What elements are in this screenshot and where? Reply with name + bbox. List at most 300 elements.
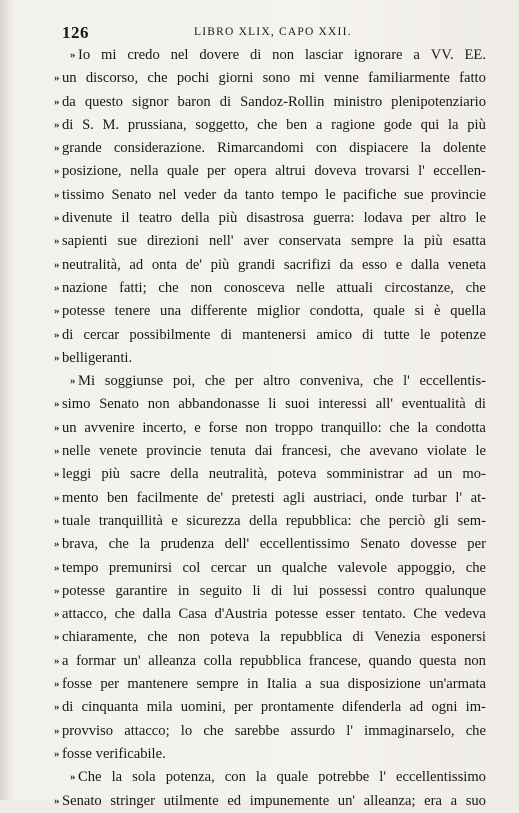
word: appoggio, — [397, 559, 456, 576]
word: ed — [227, 792, 242, 809]
word: l' — [346, 722, 353, 739]
word: condotta, — [309, 303, 364, 320]
word: tissimo — [62, 186, 105, 203]
word: venne — [323, 70, 359, 87]
word: di — [220, 326, 232, 343]
quote-mark: » — [54, 165, 60, 178]
word: esser — [325, 606, 355, 623]
word: un — [437, 466, 453, 483]
word: uomini, — [180, 699, 226, 716]
word: posizione, — [62, 163, 122, 180]
word: dalla — [410, 256, 440, 273]
text-line — [54, 137, 486, 160]
text-line — [54, 533, 486, 556]
quote-mark: » — [54, 747, 60, 760]
quote-mark: » — [54, 608, 60, 621]
word: soggiunse — [104, 373, 164, 390]
word: immaginarselo, — [364, 722, 455, 739]
quote-mark: » — [70, 375, 76, 388]
word: col — [182, 559, 201, 576]
word: sapienti — [62, 233, 108, 250]
quote-mark: » — [54, 258, 60, 271]
text-line — [54, 696, 486, 719]
word: repubblica — [280, 629, 343, 646]
word: mi — [101, 47, 117, 63]
word: condotta — [435, 419, 486, 436]
word: non — [272, 47, 295, 63]
word: gli — [433, 512, 450, 529]
word: turbar — [412, 489, 447, 506]
word: ben — [286, 116, 308, 133]
word: troppo — [274, 419, 314, 436]
quote-mark: » — [54, 491, 60, 504]
word: una — [160, 303, 182, 320]
word: non — [464, 652, 486, 669]
word: altro — [263, 373, 291, 390]
word: violate — [426, 443, 467, 460]
word: doveva — [314, 163, 357, 180]
word: sarebbe — [234, 722, 280, 739]
word: di — [271, 582, 283, 599]
word: per — [100, 676, 119, 693]
word: che — [373, 373, 394, 390]
word: premunirsi — [108, 559, 173, 576]
word: guerra: — [313, 210, 355, 227]
quote-mark: » — [54, 724, 60, 737]
word: giorni — [218, 70, 254, 87]
word: potenza, — [165, 769, 215, 786]
quote-mark: » — [54, 561, 60, 574]
word: cinquanta — [81, 699, 139, 716]
word: trovarsi — [365, 163, 410, 180]
word: della — [181, 210, 210, 227]
word: poteva — [210, 629, 250, 646]
word: forse — [208, 419, 238, 436]
word: alleanza — [148, 652, 197, 669]
text-line — [62, 44, 486, 67]
word: qui — [420, 116, 440, 133]
word: soggetto, — [195, 116, 249, 133]
word: attacco, — [62, 606, 107, 623]
word: che — [158, 279, 179, 296]
word: suo — [465, 792, 486, 809]
word: altro — [439, 210, 467, 227]
word: possibilmente — [129, 326, 211, 343]
word: in — [247, 676, 259, 693]
word: a — [305, 676, 312, 693]
word: più — [467, 116, 486, 133]
word: repubblica: — [285, 512, 352, 529]
word: di — [62, 699, 74, 716]
word: nel — [170, 47, 189, 63]
quote-mark: » — [54, 654, 60, 667]
word: miglior — [256, 303, 300, 320]
word: lasciar — [304, 47, 344, 63]
quote-mark: » — [54, 328, 60, 341]
word: utilmente — [163, 792, 219, 809]
word: alleanza; — [363, 792, 416, 809]
word: di — [62, 326, 74, 343]
word: mi — [299, 70, 315, 87]
word: a — [450, 792, 458, 809]
word: seguito — [199, 582, 242, 599]
word: mantenere — [127, 676, 189, 693]
quote-mark: » — [54, 678, 60, 691]
word: potesse — [62, 582, 105, 599]
word: somministrar — [326, 466, 404, 483]
word: pacifiche — [343, 186, 397, 203]
word: le — [475, 443, 486, 460]
text-line — [54, 300, 486, 323]
word: amico — [316, 326, 352, 343]
word: M. — [102, 116, 120, 133]
word: valevole — [337, 559, 387, 576]
quote-mark: » — [54, 468, 60, 481]
word: Che — [413, 606, 437, 623]
word: Che — [78, 769, 102, 786]
word: l' — [455, 489, 463, 506]
text-line — [54, 580, 486, 603]
word: di — [362, 326, 374, 343]
word: fatto — [459, 70, 486, 87]
word: onde — [375, 489, 404, 506]
text-line — [54, 114, 486, 137]
quote-mark: » — [54, 142, 60, 155]
text-line — [54, 743, 486, 766]
word: la — [259, 629, 271, 646]
word: ignorare — [353, 47, 403, 63]
word: de' — [206, 489, 224, 506]
word: sacrifizi — [283, 256, 331, 273]
quote-mark: » — [54, 305, 60, 318]
word: brava, — [62, 536, 99, 553]
word: dai — [254, 443, 273, 460]
word: S. — [82, 116, 94, 133]
word: incerto, — [142, 419, 187, 436]
text-line — [54, 347, 486, 370]
word: poi, — [172, 373, 196, 390]
word: dovesse — [410, 536, 457, 553]
word: neutralità, — [62, 256, 121, 273]
word: discorso, — [85, 70, 139, 87]
word: nella — [130, 163, 159, 180]
text-line — [54, 510, 486, 533]
word: potesse — [275, 606, 318, 623]
word: qualunque — [425, 582, 486, 599]
quote-mark: » — [70, 771, 76, 784]
word: pretesti — [231, 489, 275, 506]
text-line — [54, 277, 486, 300]
word: pochi — [176, 70, 210, 87]
quote-mark: » — [54, 584, 60, 597]
word: gode — [383, 116, 412, 133]
word: circostanze, — [384, 279, 454, 296]
word: chiaramente, — [62, 629, 137, 646]
quote-mark: » — [54, 701, 60, 714]
word: non — [178, 629, 200, 646]
word: signor — [131, 93, 169, 110]
word: fosse — [62, 676, 92, 693]
word: credo — [127, 47, 160, 63]
word: l' — [418, 163, 425, 180]
word: li — [268, 396, 277, 413]
text-line — [54, 440, 486, 463]
text-line — [54, 184, 486, 207]
word: vedeva — [444, 606, 486, 623]
word: tuale — [62, 512, 91, 529]
word: mo- — [462, 466, 486, 483]
word: attuali — [336, 279, 373, 296]
word: di — [219, 93, 232, 110]
word: la — [420, 140, 431, 157]
word: più — [101, 466, 120, 483]
word: ad — [413, 466, 428, 483]
word: il — [121, 210, 130, 227]
word: nel — [158, 186, 177, 203]
word: ragione — [331, 116, 375, 133]
word: un — [62, 419, 77, 436]
word: provviso — [62, 722, 114, 739]
text-line — [54, 207, 486, 230]
word: difenderla — [342, 699, 402, 716]
word: per — [234, 373, 254, 390]
text-line — [54, 557, 486, 580]
word: lo — [180, 722, 193, 739]
word: Senato — [360, 536, 400, 553]
word: Sandoz-Rollin — [240, 93, 325, 110]
quote-mark: » — [54, 538, 60, 551]
quote-mark: » — [54, 514, 60, 527]
word: sacre — [130, 466, 161, 483]
word: ministro — [333, 93, 383, 110]
word: conservata — [278, 233, 342, 250]
word: la — [403, 233, 414, 250]
word: potenze — [440, 326, 486, 343]
text-line — [54, 160, 486, 183]
word: abbandonasse — [178, 396, 260, 413]
word: che — [204, 373, 226, 390]
line-text: fosse verificabile. — [62, 745, 166, 762]
word: tranquillità — [98, 512, 163, 529]
text-line — [62, 370, 486, 393]
word: sola — [132, 769, 156, 786]
quote-mark: » — [54, 421, 60, 434]
word: di — [62, 116, 74, 133]
text-line — [54, 254, 486, 277]
word: cercar — [83, 326, 120, 343]
word: questa — [419, 652, 457, 669]
word: neutralità, — [208, 466, 268, 483]
word: all' — [375, 396, 393, 413]
word: più — [218, 210, 238, 227]
word: quella — [450, 303, 486, 320]
word: di — [474, 396, 486, 413]
word: più — [210, 256, 230, 273]
quote-mark: » — [54, 188, 60, 201]
word: tutte — [383, 326, 410, 343]
word: esso — [361, 256, 388, 273]
word: provincie — [146, 443, 202, 460]
word: im- — [465, 699, 486, 716]
word: eventualità — [401, 396, 466, 413]
word: contro — [377, 582, 415, 599]
word: mento — [62, 489, 99, 506]
word: dispiacere — [349, 140, 409, 157]
word: qualche — [281, 559, 328, 576]
quote-mark: » — [54, 445, 60, 458]
word: la — [111, 769, 123, 786]
word: differente — [190, 303, 248, 320]
text-line — [54, 673, 486, 696]
word: in — [177, 582, 190, 599]
word: che — [203, 722, 224, 739]
word: Mi — [78, 373, 96, 390]
word: a — [315, 116, 323, 133]
text-line — [62, 766, 486, 789]
word: si — [414, 303, 425, 320]
quote-mark: » — [54, 95, 60, 108]
word: con — [315, 140, 337, 157]
word: quale — [373, 303, 405, 320]
word: esponersi — [430, 629, 486, 646]
word: l' — [403, 373, 410, 390]
word: a — [62, 652, 69, 669]
word: un — [256, 559, 272, 576]
line-text: belligeranti. — [62, 349, 133, 366]
word: potrebbe — [318, 769, 370, 786]
word: li — [252, 582, 261, 599]
word: per — [207, 163, 226, 180]
word: formar — [76, 652, 116, 669]
word: eccellen- — [433, 163, 486, 180]
word: sue — [117, 233, 137, 250]
word: da — [62, 93, 76, 110]
quote-mark: » — [54, 72, 60, 85]
word: e — [194, 419, 201, 436]
word: impunemente — [249, 792, 330, 809]
word: sicurezza — [186, 512, 241, 529]
word: Italia — [266, 676, 297, 693]
word: un — [62, 70, 77, 87]
word: facilmente — [136, 489, 199, 506]
text-line — [54, 603, 486, 626]
word: era — [424, 792, 442, 809]
text-line — [54, 463, 486, 486]
word: plenipotenziario — [391, 93, 486, 110]
text-line — [54, 393, 486, 416]
word: che — [465, 559, 486, 576]
word: l' — [379, 769, 386, 786]
word: tempo — [62, 559, 99, 576]
word: Casa — [178, 606, 207, 623]
word: stringer — [110, 792, 155, 809]
word: non — [245, 419, 268, 436]
quote-mark: » — [54, 398, 60, 411]
word: agli — [283, 489, 305, 506]
word: esatta — [452, 233, 486, 250]
word: un' — [337, 792, 356, 809]
body-text — [54, 44, 486, 813]
word: la — [448, 116, 459, 133]
word: che — [465, 722, 486, 739]
word: disastrosa — [246, 210, 304, 227]
word: sem- — [457, 512, 486, 529]
word: quale — [276, 769, 309, 786]
word: Senato — [99, 396, 139, 413]
word: le — [419, 326, 431, 343]
word: dell' — [224, 536, 250, 553]
word: tanto — [244, 186, 275, 203]
word: direzioni — [147, 233, 199, 250]
word: ogni — [431, 699, 458, 716]
word: sono — [262, 70, 291, 87]
word: mila — [146, 699, 173, 716]
word: attacco; — [124, 722, 170, 739]
word: che — [108, 536, 129, 553]
word: lui — [293, 582, 309, 599]
word: nelle — [62, 443, 91, 460]
word: Rimarcandomi — [217, 140, 304, 157]
word: dovere — [199, 47, 240, 63]
word: la — [255, 769, 267, 786]
text-line — [54, 626, 486, 649]
word: conveniva, — [299, 373, 364, 390]
word: suoi — [285, 396, 310, 413]
word: sempre — [351, 233, 394, 250]
word: a — [413, 47, 420, 63]
word: colla — [203, 652, 232, 669]
word: che — [257, 116, 278, 133]
word: VV. — [430, 47, 454, 63]
word: onta — [151, 256, 177, 273]
word: da — [223, 186, 238, 203]
word: EE. — [464, 47, 486, 63]
word: eccellentissimo — [259, 536, 350, 553]
text-line — [54, 324, 486, 347]
word: simo — [62, 396, 91, 413]
word: cercar — [210, 559, 247, 576]
word: familiarmente — [368, 70, 450, 87]
word: potesse — [62, 303, 105, 320]
word: veneta — [447, 256, 486, 273]
word: sue — [404, 186, 424, 203]
word: più — [424, 233, 443, 250]
word: e — [171, 512, 178, 529]
word: austriaci, — [313, 489, 367, 506]
word: prontamente — [260, 699, 334, 716]
word: ad — [409, 699, 424, 716]
word: un' — [123, 652, 141, 669]
word: questo — [84, 93, 123, 110]
word: de' — [185, 256, 203, 273]
word: con — [224, 769, 246, 786]
word: le — [325, 186, 336, 203]
word: grandi — [237, 256, 276, 273]
word: per — [233, 699, 253, 716]
word: che — [465, 279, 486, 296]
word: at- — [470, 489, 486, 506]
word: repubblica — [239, 652, 302, 669]
text-line — [54, 91, 486, 114]
word: grande — [62, 140, 102, 157]
word: non — [147, 396, 170, 413]
quote-mark: » — [54, 351, 60, 364]
word: ad — [129, 256, 144, 273]
word: avvenire — [84, 419, 135, 436]
word: provincie — [430, 186, 486, 203]
word: di — [249, 47, 262, 63]
word: che — [147, 70, 168, 87]
